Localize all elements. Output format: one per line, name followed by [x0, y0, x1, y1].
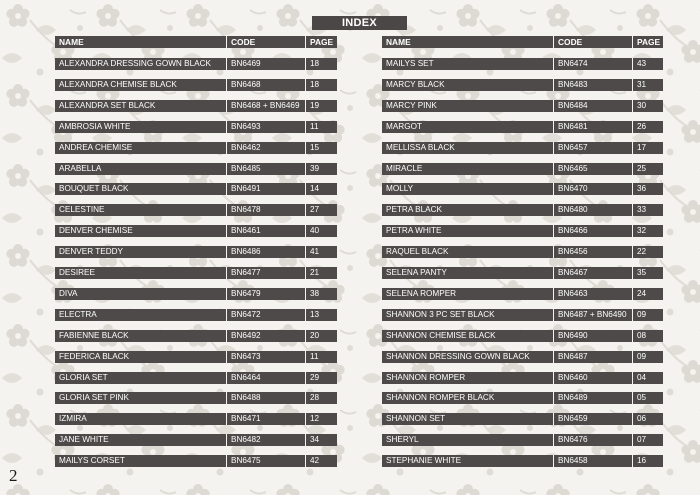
cell-page: 04: [637, 372, 647, 382]
cell-page: 42: [310, 456, 320, 466]
cell-code: BN6460: [558, 372, 588, 382]
header-page: PAGE: [637, 37, 661, 47]
cell-code: BN6488: [231, 393, 261, 403]
cell-name: PETRA WHITE: [386, 226, 442, 236]
cell-page: 07: [637, 435, 647, 445]
table-row: [382, 330, 663, 342]
cell-page: 22: [637, 247, 647, 257]
table-row: [382, 455, 663, 467]
cell-name: DENVER TEDDY: [59, 247, 123, 257]
table-row: [382, 288, 663, 300]
cell-page: 06: [637, 414, 647, 424]
table-header: [382, 36, 663, 48]
cell-code: BN6473: [231, 351, 261, 361]
cell-page: 27: [310, 205, 320, 215]
cell-name: MARCY PINK: [386, 100, 437, 110]
cell-name: FABIENNE BLACK: [59, 330, 129, 340]
cell-page: 19: [310, 100, 320, 110]
cell-code: BN6483: [558, 79, 588, 89]
table-row: [55, 225, 337, 237]
cell-page: 20: [310, 330, 320, 340]
cell-page: 05: [637, 393, 647, 403]
cell-page: 11: [310, 351, 319, 361]
cell-code: BN6476: [558, 435, 588, 445]
cell-page: 08: [637, 330, 647, 340]
cell-page: 35: [637, 268, 647, 277]
cell-name: MELLISSA BLACK: [386, 142, 455, 152]
cell-code: BN6466: [558, 226, 588, 236]
cell-page: 18: [310, 79, 320, 89]
header-name: NAME: [59, 37, 84, 47]
table-row: [55, 100, 337, 112]
cell-code: BN6458: [558, 456, 588, 466]
cell-code: BN6480: [558, 205, 588, 215]
table-row: [382, 163, 663, 175]
cell-name: RAQUEL BLACK: [386, 247, 449, 257]
cell-name: ARABELLA: [59, 163, 102, 173]
cell-page: 26: [637, 121, 647, 131]
table-row: [55, 372, 337, 384]
cell-name: MIRACLE: [386, 163, 423, 173]
cell-page: 41: [310, 247, 320, 257]
cell-name: SELENA PANTY: [386, 268, 447, 277]
table-row: [55, 413, 337, 425]
cell-code: BN6463: [558, 288, 588, 298]
table-row: [382, 392, 663, 404]
table-row: [382, 309, 663, 321]
cell-code: BN6487: [558, 351, 588, 361]
cell-code: BN6461: [231, 226, 261, 236]
cell-page: 31: [637, 79, 647, 89]
cell-code: BN6469: [231, 59, 261, 68]
header-page: PAGE: [310, 37, 334, 47]
table-header: [55, 36, 337, 48]
cell-page: 32: [637, 226, 647, 236]
cell-code: BN6456: [558, 247, 588, 257]
cell-page: 39: [310, 163, 320, 173]
cell-code: BN6478: [231, 205, 261, 215]
cell-name: SHANNON DRESSING GOWN BLACK: [386, 351, 530, 361]
cell-page: 38: [310, 288, 320, 298]
table-row: [382, 58, 663, 70]
table-row: [55, 163, 337, 175]
cell-name: MAILYS CORSET: [59, 456, 125, 466]
table-row: [382, 372, 663, 384]
cell-code: BN6459: [558, 414, 588, 424]
table-row: [55, 309, 337, 321]
cell-page: 12: [310, 414, 320, 424]
table-row: [55, 121, 337, 133]
cell-page: 36: [637, 184, 647, 194]
page-number: 2: [9, 466, 18, 485]
cell-code: BN6468 + BN6469: [231, 100, 300, 110]
cell-page: 09: [637, 309, 647, 319]
cell-code: BN6457: [558, 142, 588, 152]
cell-name: SHANNON ROMPER BLACK: [386, 393, 495, 403]
cell-name: MOLLY: [386, 184, 414, 194]
table-row: [55, 351, 337, 363]
cell-name: MARCY BLACK: [386, 79, 445, 89]
cell-name: IZMIRA: [59, 414, 87, 424]
cell-page: 33: [637, 205, 647, 215]
header-code: CODE: [231, 37, 256, 47]
cell-name: ALEXANDRA CHEMISE BLACK: [59, 79, 177, 89]
cell-name: ALEXANDRA DRESSING GOWN BLACK: [59, 59, 211, 68]
cell-page: 29: [310, 372, 320, 382]
cell-code: BN6471: [231, 414, 261, 424]
cell-name: ELECTRA: [59, 309, 97, 319]
cell-name: SHANNON SET: [386, 414, 446, 424]
table-row: [55, 392, 337, 404]
table-row: [55, 142, 337, 154]
table-row: [382, 100, 663, 112]
cell-code: BN6486: [231, 247, 261, 257]
table-row: [382, 267, 663, 279]
table-row: [382, 413, 663, 425]
cell-code: BN6477: [231, 268, 261, 277]
index-title: INDEX: [312, 16, 407, 30]
cell-name: DENVER CHEMISE: [59, 226, 133, 236]
cell-page: 43: [637, 59, 647, 68]
cell-code: BN6465: [558, 163, 588, 173]
table-row: [382, 434, 663, 446]
cell-code: BN6470: [558, 184, 588, 194]
cell-name: ANDREA CHEMISE: [59, 142, 133, 152]
cell-page: 17: [637, 142, 647, 152]
header-code: CODE: [558, 37, 583, 47]
table-row: [382, 183, 663, 195]
cell-name: CELESTINE: [59, 205, 105, 215]
cell-name: SHANNON ROMPER: [386, 372, 466, 382]
table-row: [55, 330, 337, 342]
cell-name: SHANNON CHEMISE BLACK: [386, 330, 496, 340]
cell-code: BN6481: [558, 121, 588, 131]
cell-page: 16: [637, 456, 647, 466]
cell-name: SHANNON 3 PC SET BLACK: [386, 309, 495, 319]
cell-page: 11: [310, 121, 319, 131]
cell-page: 13: [310, 309, 320, 319]
cell-page: 28: [310, 393, 320, 403]
table-row: [55, 183, 337, 195]
cell-code: BN6467: [558, 268, 588, 277]
table-row: [55, 434, 337, 446]
cell-code: BN6474: [558, 59, 588, 68]
cell-page: 14: [310, 184, 320, 194]
cell-page: 09: [637, 351, 647, 361]
cell-name: GLORIA SET: [59, 372, 108, 382]
cell-name: GLORIA SET PINK: [59, 393, 129, 403]
cell-code: BN6493: [231, 121, 261, 131]
cell-code: BN6490: [558, 330, 588, 340]
cell-code: BN6472: [231, 309, 261, 319]
table-row: [55, 246, 337, 258]
table-row: [382, 225, 663, 237]
cell-code: BN6492: [231, 330, 261, 340]
cell-name: JANE WHITE: [59, 435, 109, 445]
cell-name: PETRA BLACK: [386, 205, 442, 215]
cell-page: 21: [310, 268, 320, 277]
cell-name: DESIREE: [59, 268, 95, 277]
table-row: [55, 204, 337, 216]
cell-code: BN6482: [231, 435, 261, 445]
cell-name: BOUQUET BLACK: [59, 184, 129, 194]
cell-code: BN6484: [558, 100, 588, 110]
cell-name: DIVA: [59, 288, 78, 298]
table-row: [55, 79, 337, 91]
cell-name: ALEXANDRA SET BLACK: [59, 100, 156, 110]
cell-name: MAILYS SET: [386, 59, 434, 68]
cell-name: MARGOT: [386, 121, 422, 131]
cell-code: BN6462: [231, 142, 261, 152]
table-row: [55, 267, 337, 279]
cell-page: 25: [637, 163, 647, 173]
cell-page: 24: [637, 288, 647, 298]
cell-page: 34: [310, 435, 320, 445]
cell-code: BN6487 + BN6490: [558, 309, 627, 319]
cell-code: BN6468: [231, 79, 261, 89]
cell-name: AMBROSIA WHITE: [59, 121, 131, 131]
table-row: [382, 351, 663, 363]
table-row: [382, 246, 663, 258]
table-row: [382, 79, 663, 91]
table-row: [55, 58, 337, 70]
table-row: [55, 455, 337, 467]
cell-page: 40: [310, 226, 320, 236]
cell-code: BN6489: [558, 393, 588, 403]
cell-page: 30: [637, 100, 647, 110]
cell-name: FEDERICA BLACK: [59, 351, 130, 361]
header-name: NAME: [386, 37, 411, 47]
cell-code: BN6464: [231, 372, 261, 382]
cell-page: 15: [310, 142, 320, 152]
cell-name: SHERYL: [386, 435, 419, 445]
table-row: [55, 288, 337, 300]
cell-code: BN6475: [231, 456, 261, 466]
cell-name: SELENA ROMPER: [386, 288, 457, 298]
cell-code: BN6485: [231, 163, 261, 173]
table-row: [382, 121, 663, 133]
cell-name: STEPHANIE WHITE: [386, 456, 462, 466]
cell-page: 18: [310, 59, 320, 68]
cell-code: BN6491: [231, 184, 261, 194]
table-row: [382, 142, 663, 154]
table-row: [382, 204, 663, 216]
cell-code: BN6479: [231, 288, 261, 298]
